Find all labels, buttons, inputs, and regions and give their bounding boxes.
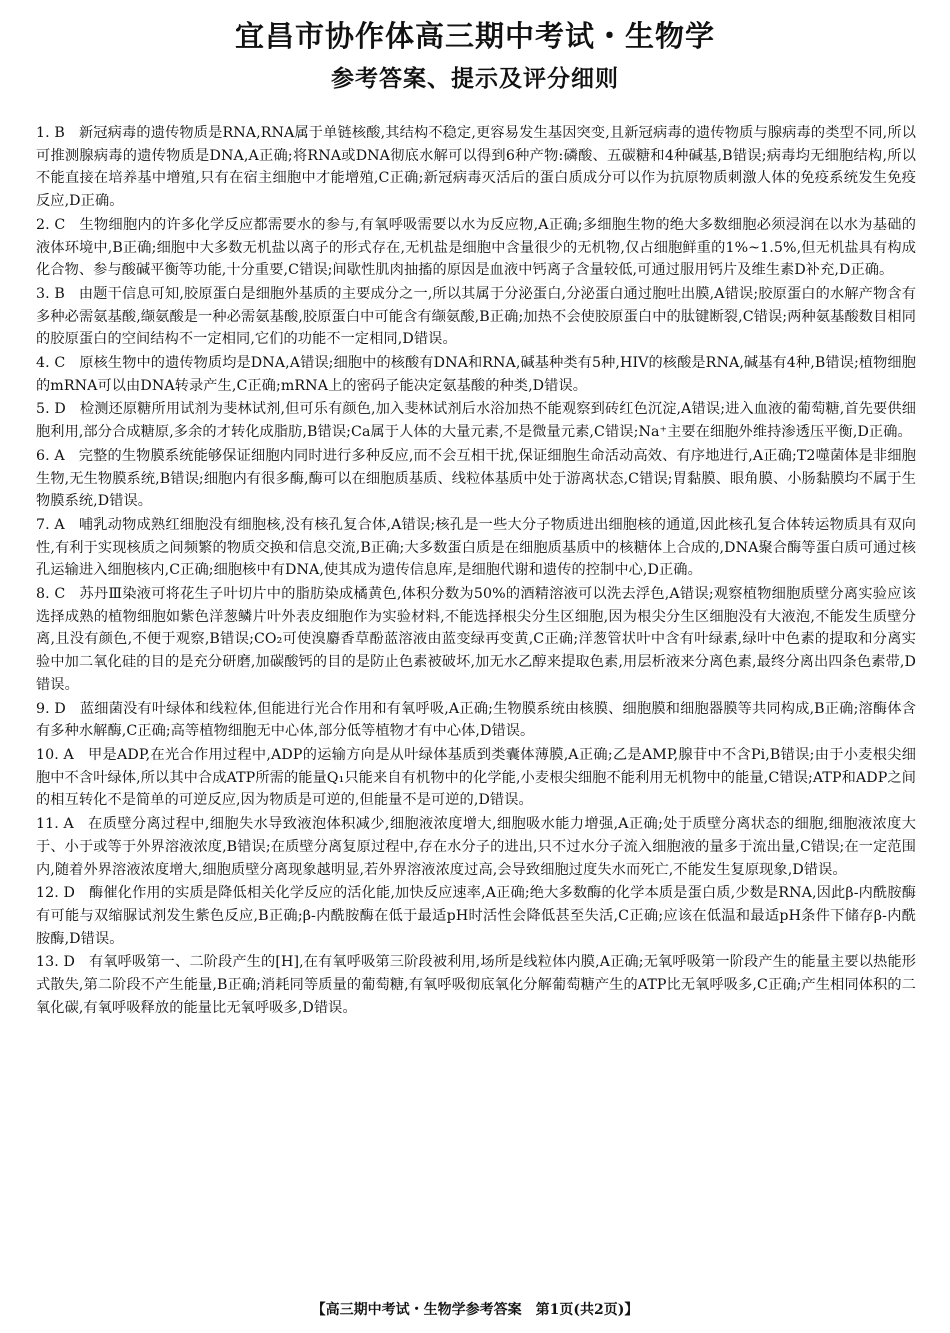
answer-item [36,214,916,282]
answer-item [36,283,916,351]
answer-list [36,122,916,1020]
answer-text: 哺乳动物成熟红细胞没有细胞核,没有核孔复合体,A错误;核孔是一些大分子物质进出细胞核的通道,因此核孔复合体转运物质具有双向性,有利于实现核质之间频繁的物质交换和信息交流,B正确;大多数蛋白质是在细胞质基质中的核糖体上合成的,DNA聚合酶等蛋白质可通过核孔运输进入细胞核内,C正确;细胞核中有DNA,使其成为遗传信息库,是细胞代谢和遗传的控制中心,D正确。 [36,516,916,579]
answer-number: 7. A [36,516,65,533]
answer-text: 蓝细菌没有叶绿体和线粒体,但能进行光合作用和有氧呼吸,A正确;生物膜系统由核膜、细胞膜和细胞器膜等共同构成,B正确;溶酶体含有多种水解酶,C正确;高等植物细胞无中心体,部分低等植物才有中心体,D错误。 [36,700,916,740]
answer-item [36,813,916,881]
answer-number: 6. A [36,447,65,464]
answer-text: 甲是ADP,在光合作用过程中,ADP的运输方向是从叶绿体基质到类囊体薄膜,A正确;乙是AMP,腺苷中不含Pi,B错误;由于小麦根尖细胞中不含叶绿体,所以其中合成ATP所需的能量Q₁只能来自有机物中的化学能,小麦根尖细胞不能利用无机物中的能量,C错误;ATP和ADP之间的相互转化不是简单的可逆反应,因为物质是可逆的,但能量不是可逆的,D错误。 [36,746,916,809]
answer-number: 11. A [36,816,74,833]
answer-text: 生物细胞内的许多化学反应都需要水的参与,有氧呼吸需要以水为反应物,A正确;多细胞生物的绝大多数细胞必须浸润在以水为基础的液体环境中,B正确;细胞中大多数无机盐以离子的形式存在,无机盐是细胞中含量很少的无机物,仅占细胞鲜重的1%~1.5%,但无机盐具有构成化合物、参与酸碱平衡等功能,十分重要,C错误;间歇性肌肉抽搐的原因是血液中钙离子含量较低,可通过服用钙片及维生素D补充,D正确。 [36,216,916,279]
answer-item [36,951,916,1019]
answer-number: 1. B [36,125,65,141]
answer-number: 9. D [36,700,66,717]
answer-item [36,445,916,513]
answer-number: 12. D [36,885,75,902]
answer-item [36,882,916,950]
answer-number: 2. C [36,216,66,233]
answer-item [36,398,916,443]
answer-number: 8. C [36,586,66,603]
answer-text: 由题干信息可知,胶原蛋白是细胞外基质的主要成分之一,所以其属于分泌蛋白,分泌蛋白通过胞吐出膜,A错误;胶原蛋白的水解产物含有多种必需氨基酸,缬氨酸是一种必需氨基酸,胶原蛋白中可能含有缬氨酸,B正确;加热不会使胶原蛋白中的肽键断裂,C错误;两种氨基酸数目相同的胶原蛋白的空间结构不一定相同,它们的功能不一定相同,D错误。 [36,285,916,348]
page-title: 宜昌市协作体高三期中考试・生物学 [234,19,715,53]
answer-item [36,698,916,743]
answer-text: 酶催化作用的实质是降低相关化学反应的活化能,加快反应速率,A正确;绝大多数酶的化学本质是蛋白质,少数是RNA,因此β-内酰胺酶有可能与双缩脲试剂发生紫色反应,B正确;β-内酰胺酶在低于最适pH时活性会降低甚至失活,C正确;应该在低温和最适pH条件下储存β-内酰胺酶,D错误。 [36,885,916,947]
answer-text: 新冠病毒的遗传物质是RNA,RNA属于单链核酸,其结构不稳定,更容易发生基因突变,且新冠病毒的遗传物质与腺病毒的类型不同,所以可推测腺病毒的遗传物质是DNA,A正确;将RNA或DNA彻底水解可以得到6种产物:磷酸、五碳糖和4种碱基,B错误;病毒均无细胞结构,所以不能直接在培养基中增殖,只有在宿主细胞中才能增殖,C正确;新冠病毒灭活后的蛋白质成分可以作为抗原物质刺激人体的免疫系统发生免疫反应,D正确。 [36,125,916,210]
page-footer: 【高三期中考试・生物学参考答案 第1页(共2页)】 [311,1302,639,1318]
answer-number: 10. A [36,746,74,763]
answer-text: 原核生物中的遗传物质均是DNA,A错误;细胞中的核酸有DNA和RNA,碱基种类有5种,HIV的核酸是RNA,碱基有4种,B错误;植物细胞的mRNA可以由DNA转录产生,C正确;mRNA上的密码子能决定氨基酸的种类,D错误。 [36,355,916,394]
answer-text: 有氧呼吸第一、二阶段产生的[H],在有氧呼吸第三阶段被利用,场所是线粒体内膜,A正确;无氧呼吸第一阶段产生的能量主要以热能形式散失,第二阶段不产生能量,B正确;消耗同等质量的葡萄糖,有氧呼吸彻底氧化分解葡萄糖产生的ATP比无氧呼吸多,C正确;产生相同体积的二氧化碳,有氧呼吸释放的能量比无氧呼吸多,D错误。 [36,954,916,1016]
answer-number: 13. D [36,954,75,971]
answer-text: 苏丹Ⅲ染液可将花生子叶切片中的脂肪染成橘黄色,体积分数为50%的酒精溶液可以洗去浮色,A错误;观察植物细胞质壁分离实验应该选择成熟的植物细胞如紫色洋葱鳞片叶外表皮细胞作为实验材料,不能选择根尖分生区细胞,因为根尖分生区细胞没有大液泡,不能发生质壁分离,且没有颜色,不便于观察,B错误;CO₂可使溴麝香草酚蓝溶液由蓝变绿再变黄,C正确;洋葱管状叶中含有叶绿素,绿叶中色素的提取和分离实验中加二氧化硅的目的是充分研磨,加碳酸钙的目的是防止色素被破坏,加无水乙醇来提取色素,用层析液来分离色素,最终分离出四条色素带,D错误。 [36,586,916,693]
answer-item [36,514,916,582]
answer-number: 5. D [36,401,66,418]
answer-text: 检测还原糖所用试剂为斐林试剂,但可乐有颜色,加入斐林试剂后水浴加热不能观察到砖红色沉淀,A错误;进入血液的葡萄糖,首先要供细胞利用,部分合成糖原,多余的才转化成脂肪,B错误;Ca属于人体的大量元素,不是微量元素,C错误;Na⁺主要在细胞外维持渗透压平衡,D正确。 [36,401,916,441]
answer-number: 4. C [36,355,66,372]
answer-text: 完整的生物膜系统能够保证细胞内同时进行多种反应,而不会互相干扰,保证细胞生命活动高效、有序地进行,A正确;T2噬菌体是非细胞生物,无生物膜系统,B错误;细胞内有很多酶,酶可以在细胞质基质、线粒体基质中处于游离状态,C错误;胃黏膜、眼角膜、小肠黏膜均不属于生物膜系统,D错误。 [36,447,916,510]
answer-text: 在质壁分离过程中,细胞失水导致液泡体积减少,细胞液浓度增大,细胞吸水能力增强,A正确;处于质壁分离状态的细胞,细胞液浓度大于、小于或等于外界溶液浓度,B错误;在质壁分离复原过程中,存在水分子的进出,只不过水分子流入细胞液的量多于流出量,C错误;在一定范围内,随着外界溶液浓度增大,细胞质壁分离现象越明显,若外界溶液浓度过高,会导致细胞过度失水而死亡,不能发生复原现象,D错误。 [36,816,916,878]
page-subtitle: 参考答案、提示及评分细则 [331,66,619,92]
answer-item [36,352,916,397]
answer-item [36,122,916,213]
answer-number: 3. B [36,285,65,302]
answer-item [36,744,916,812]
answer-item [36,583,916,697]
